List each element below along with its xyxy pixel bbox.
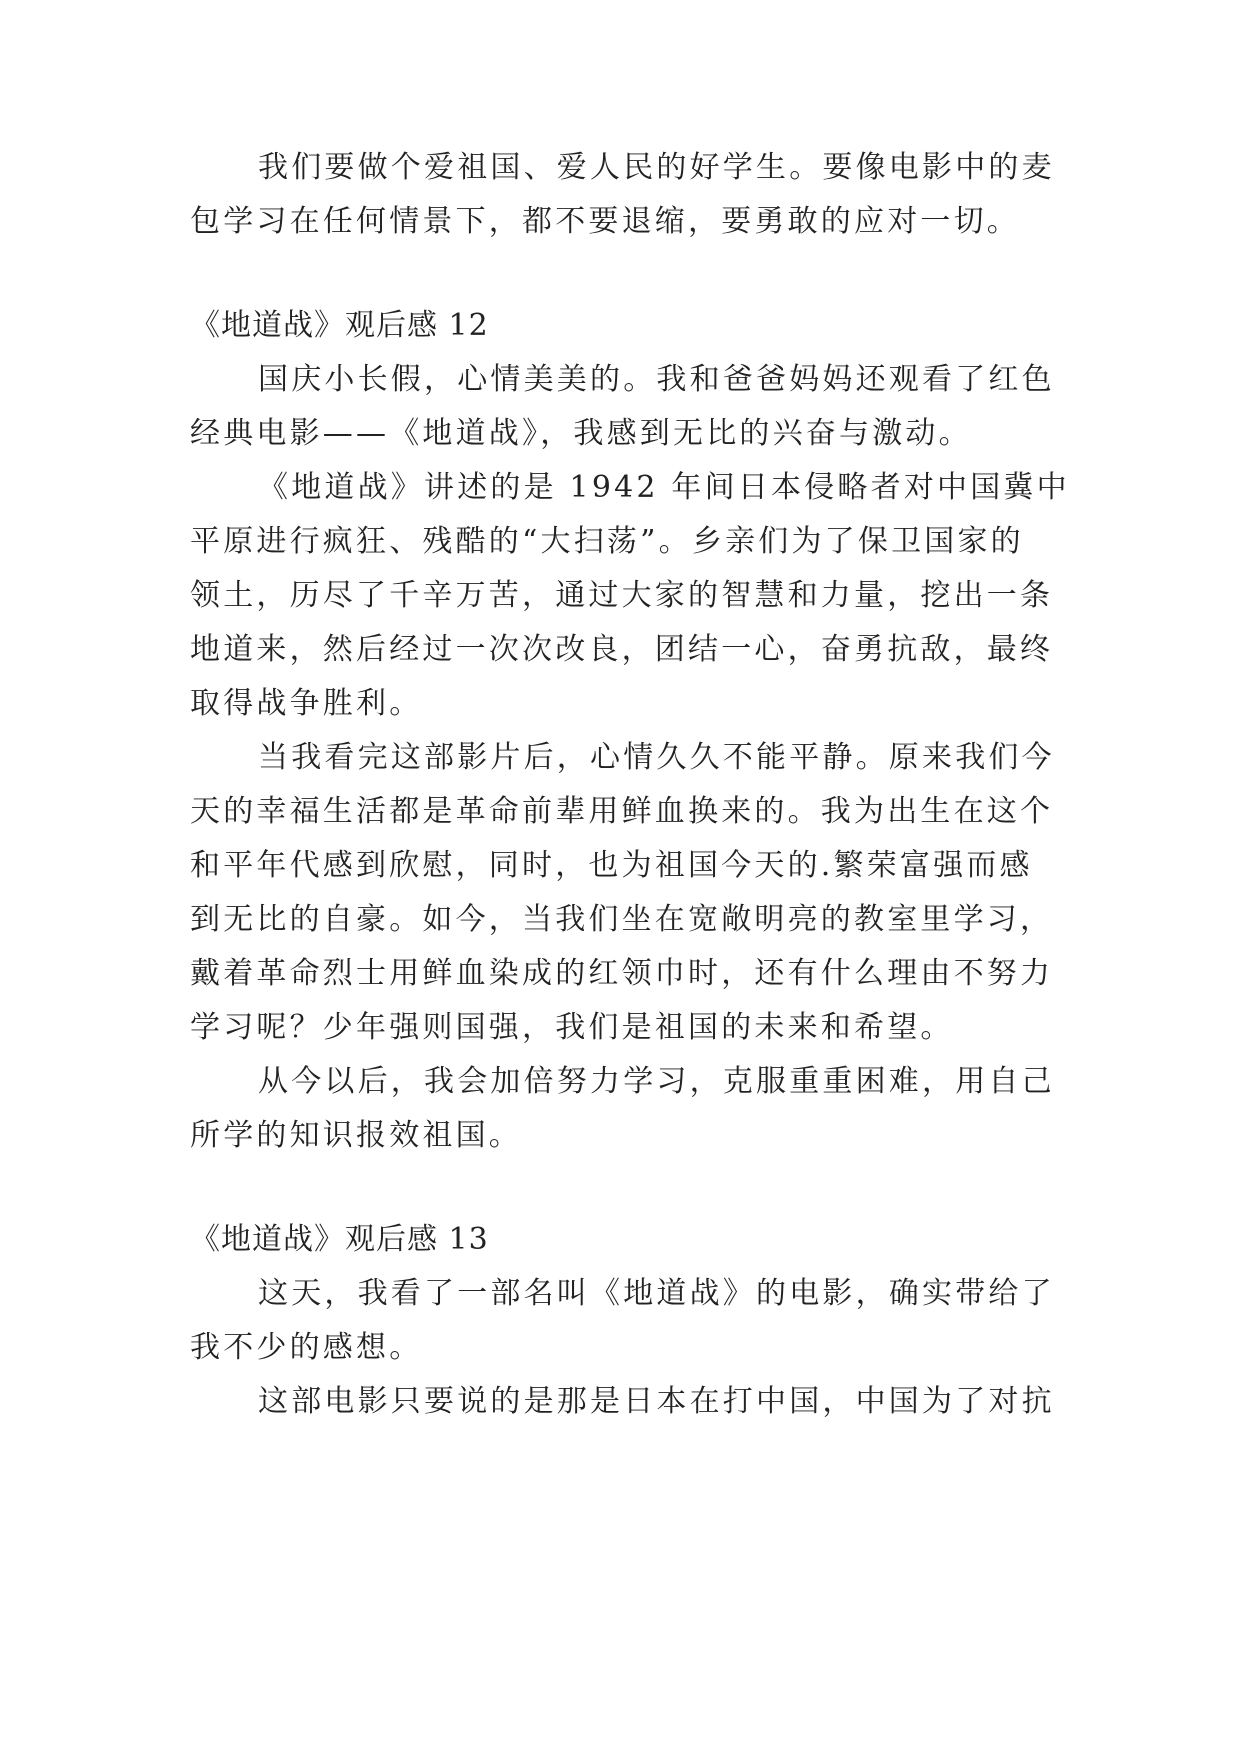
- paragraph-line: 和平年代感到欣慰，同时，也为祖国今天的.繁荣富强而感: [190, 848, 1033, 883]
- paragraph-line: 取得战争胜利。: [190, 686, 423, 721]
- paragraph-line: 所学的知识报效祖国。: [190, 1118, 522, 1153]
- paragraph-line: 《地道战》讲述的是 1942 年间日本侵略者对中国冀中: [258, 470, 1070, 505]
- paragraph-line: 这天，我看了一部名叫《地道战》的电影，确实带给了: [258, 1276, 1055, 1311]
- section-heading: 《地道战》观后感 12: [190, 308, 489, 343]
- paragraph-line: 经典电影——《地道战》，我感到无比的兴奋与激动。: [190, 416, 972, 451]
- paragraph-line: 学习呢？少年强则国强，我们是祖国的未来和希望。: [190, 1010, 954, 1045]
- paragraph-line: 国庆小长假，心情美美的。我和爸爸妈妈还观看了红色: [258, 362, 1055, 397]
- paragraph-line: 领土，历尽了千辛万苦，通过大家的智慧和力量，挖出一条: [190, 578, 1054, 613]
- paragraph-line: 我不少的感想。: [190, 1330, 423, 1365]
- paragraph-line: 包学习在任何情景下，都不要退缩，要勇敢的应对一切。: [190, 204, 1020, 239]
- paragraph-line: 到无比的自豪。如今，当我们坐在宽敞明亮的教室里学习，: [190, 902, 1054, 937]
- section-heading: 《地道战》观后感 13: [190, 1222, 489, 1257]
- paragraph-line: 平原进行疯狂、残酷的“大扫荡”。乡亲们为了保卫国家的: [190, 524, 1024, 559]
- paragraph-line: 戴着革命烈士用鲜血染成的红领巾时，还有什么理由不努力: [190, 956, 1054, 991]
- paragraph-line: 这部电影只要说的是那是日本在打中国，中国为了对抗: [258, 1384, 1055, 1419]
- paragraph-line: 天的幸福生活都是革命前辈用鲜血换来的。我为出生在这个: [190, 794, 1054, 829]
- paragraph-line: 我们要做个爱祖国、爱人民的好学生。要像电影中的麦: [258, 150, 1055, 185]
- paragraph-line: 当我看完这部影片后，心情久久不能平静。原来我们今: [258, 740, 1055, 775]
- paragraph-line: 从今以后，我会加倍努力学习，克服重重困难，用自己: [258, 1064, 1055, 1099]
- paragraph-line: 地道来，然后经过一次次改良，团结一心，奋勇抗敌，最终: [190, 632, 1054, 667]
